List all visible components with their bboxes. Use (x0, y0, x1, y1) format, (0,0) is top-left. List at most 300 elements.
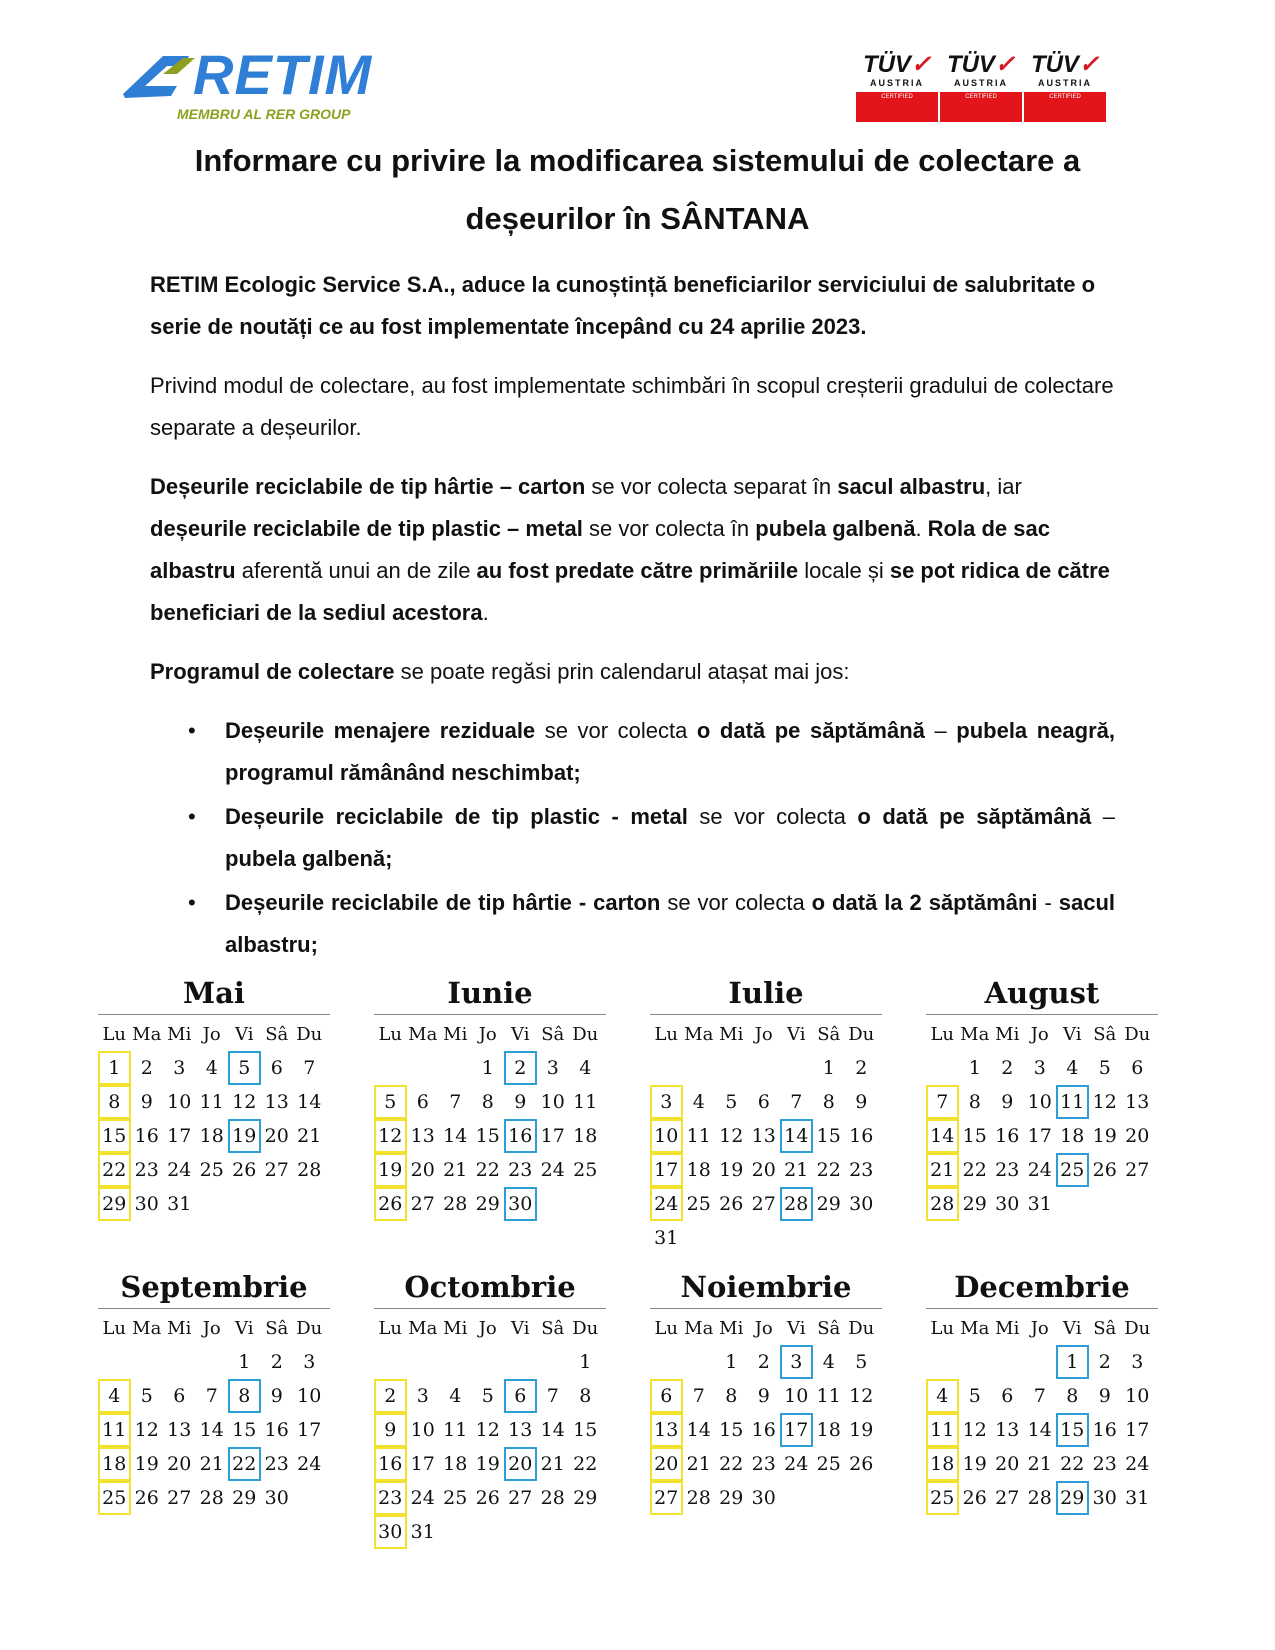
calendar-day: 23 (849, 1159, 874, 1181)
calendar-day: 27 (167, 1487, 192, 1509)
calendar-day: 10 (1027, 1091, 1052, 1113)
bullet-bold: pubela neagră, programul rămânând neschimbat; (225, 718, 1115, 785)
calendar-day: 19 (962, 1453, 987, 1475)
weekday-header: Lu (378, 1023, 403, 1045)
calendar-day: 1 (822, 1057, 835, 1079)
calendar-day: 21 (686, 1453, 711, 1475)
para2-text: locale și (798, 558, 890, 583)
calendar-day: 13 (995, 1419, 1020, 1441)
calendar-day: 7 (205, 1385, 218, 1407)
empty-day (439, 1051, 472, 1085)
plastic-metal-collection-day: 11 (926, 1413, 959, 1447)
para2-bold: au fost predate către primăriile (476, 558, 799, 583)
calendar-day: 15 (232, 1419, 257, 1441)
calendar-day: 11 (686, 1125, 711, 1147)
weekday-header: Lu (102, 1023, 127, 1045)
calendar-month (926, 1268, 1158, 1515)
tuv-sub: AUSTRIA (954, 78, 1008, 88)
empty-day (715, 1051, 748, 1085)
plastic-metal-collection-day: 23 (374, 1481, 407, 1515)
plastic-metal-collection-day: 19 (374, 1153, 407, 1187)
bullet-bold: pubela galbenă; (225, 846, 393, 871)
calendar-day: 24 (540, 1159, 565, 1181)
calendar-day: 22 (816, 1159, 841, 1181)
empty-day (504, 1345, 537, 1379)
tuv-badge (940, 52, 1022, 122)
calendar-day: 24 (297, 1453, 322, 1475)
calendar-day: 12 (232, 1091, 257, 1113)
bullet-text: se vor colecta (535, 718, 697, 743)
plastic-metal-collection-day: 7 (926, 1085, 959, 1119)
plastic-metal-collection-day: 8 (98, 1085, 131, 1119)
calendar-day: 6 (1001, 1385, 1014, 1407)
calendar-day: 13 (1125, 1091, 1150, 1113)
empty-day (780, 1051, 813, 1085)
weekday-header: Ma (684, 1317, 714, 1339)
weekday-header: Ma (408, 1023, 438, 1045)
calendar-day: 28 (686, 1487, 711, 1509)
weekday-header: Jo (202, 1023, 221, 1045)
weekday-header: Sâ (265, 1317, 289, 1339)
paper-carton-collection-day: 14 (780, 1119, 813, 1153)
calendar-day: 25 (816, 1453, 841, 1475)
calendar-day: 3 (173, 1057, 186, 1079)
calendar-day: 27 (508, 1487, 533, 1509)
calendar-day: 27 (995, 1487, 1020, 1509)
paper-carton-collection-day: 8 (228, 1379, 261, 1413)
document-body (150, 264, 1115, 968)
tuv-sub: AUSTRIA (1038, 78, 1092, 88)
calendar-day: 14 (199, 1419, 224, 1441)
calendar-day: 26 (1092, 1159, 1117, 1181)
logo-text: RETIM (193, 43, 373, 106)
bullet-bold: Deșeurile reciclabile de tip hârtie - carton (225, 890, 661, 915)
tuv-cert-label: CERTIFIED (856, 92, 938, 122)
calendar-day: 7 (692, 1385, 705, 1407)
calendar-day: 14 (297, 1091, 322, 1113)
para2-text: aferentă unui an de zile (235, 558, 477, 583)
month-grid (374, 1017, 606, 1221)
calendar-day: 17 (540, 1125, 565, 1147)
calendar-day: 3 (416, 1385, 429, 1407)
calendar-day: 28 (199, 1487, 224, 1509)
paper-carton-collection-day: 25 (1056, 1153, 1089, 1187)
paper-carton-collection-day: 29 (1056, 1481, 1089, 1515)
calendar-day: 28 (443, 1193, 468, 1215)
weekday-header: Jo (1030, 1317, 1049, 1339)
calendar-day: 3 (546, 1057, 559, 1079)
retim-logo (123, 43, 423, 125)
calendar-day: 18 (573, 1125, 598, 1147)
tuv-cert-label: CERTIFIED (1024, 92, 1106, 122)
calendar-day: 5 (968, 1385, 981, 1407)
bullet-text: - (1037, 890, 1059, 915)
calendar-day: 22 (1060, 1453, 1085, 1475)
month-title: Iulie (650, 974, 882, 1015)
weekday-header: Lu (930, 1023, 955, 1045)
calendar-day: 21 (1027, 1453, 1052, 1475)
calendar-day: 30 (1092, 1487, 1117, 1509)
calendar-day: 20 (751, 1159, 776, 1181)
para2-text: , iar (985, 474, 1022, 499)
calendar-day: 17 (1027, 1125, 1052, 1147)
calendar-day: 2 (140, 1057, 153, 1079)
calendar-day: 1 (968, 1057, 981, 1079)
weekday-header: Mi (995, 1317, 1020, 1339)
weekday-header: Vi (1063, 1317, 1082, 1339)
calendar-day: 30 (264, 1487, 289, 1509)
calendar-day: 31 (167, 1193, 192, 1215)
weekday-header: Jo (1030, 1023, 1049, 1045)
calendar-day: 9 (1001, 1091, 1014, 1113)
para3-text: se poate regăsi prin calendarul atașat mai jos: (394, 659, 850, 684)
calendar-day: 9 (270, 1385, 283, 1407)
tuv-sub: AUSTRIA (870, 78, 924, 88)
empty-day (98, 1345, 131, 1379)
para2-bold: Rola de sac albastru (150, 516, 1050, 583)
month-title: Iunie (374, 974, 606, 1015)
calendar-day: 18 (199, 1125, 224, 1147)
calendar-day: 5 (481, 1385, 494, 1407)
plastic-metal-collection-day: 28 (926, 1187, 959, 1221)
plastic-metal-collection-day: 18 (926, 1447, 959, 1481)
calendar-day: 23 (134, 1159, 159, 1181)
month-grid (98, 1311, 330, 1515)
weekday-header: Du (848, 1317, 875, 1339)
weekday-header: Ma (960, 1023, 990, 1045)
retim-logo-mark-icon (123, 52, 203, 102)
weekday-header: Jo (754, 1317, 773, 1339)
plastic-metal-collection-day: 3 (650, 1085, 683, 1119)
calendar-day: 13 (167, 1419, 192, 1441)
month-grid (926, 1311, 1158, 1515)
plastic-metal-collection-day: 13 (650, 1413, 683, 1447)
calendar-day: 20 (410, 1159, 435, 1181)
calendar-day: 22 (962, 1159, 987, 1181)
calendar-day: 3 (303, 1351, 316, 1373)
para2-bold: Deșeurile reciclabile de tip hârtie – carton (150, 474, 586, 499)
calendar-day: 30 (995, 1193, 1020, 1215)
calendar-day: 14 (1027, 1419, 1052, 1441)
calendar-day: 20 (1125, 1125, 1150, 1147)
weekday-header: Ma (408, 1317, 438, 1339)
calendar-day: 7 (546, 1385, 559, 1407)
empty-day (991, 1345, 1024, 1379)
empty-day (650, 1345, 683, 1379)
paper-carton-collection-day: 19 (228, 1119, 261, 1153)
calendar-day: 6 (416, 1091, 429, 1113)
calendar-day: 23 (751, 1453, 776, 1475)
calendar-day: 2 (1098, 1351, 1111, 1373)
weekday-header: Jo (202, 1317, 221, 1339)
weekday-header: Mi (167, 1023, 192, 1045)
calendar-day: 31 (1027, 1193, 1052, 1215)
empty-day (748, 1051, 781, 1085)
calendar-day: 9 (757, 1385, 770, 1407)
month-grid (98, 1017, 330, 1221)
empty-day (163, 1345, 196, 1379)
calendar-day: 8 (725, 1385, 738, 1407)
weekday-header: Sâ (265, 1023, 289, 1045)
calendar-day: 16 (134, 1125, 159, 1147)
month-title: Octombrie (374, 1268, 606, 1309)
weekday-header: Lu (930, 1317, 955, 1339)
weekday-header: Mi (719, 1023, 744, 1045)
calendar-day: 31 (654, 1227, 679, 1249)
weekday-header: Mi (167, 1317, 192, 1339)
calendar-day: 18 (443, 1453, 468, 1475)
weekday-header: Du (296, 1023, 323, 1045)
calendar-day: 28 (297, 1159, 322, 1181)
paper-carton-collection-day: 30 (504, 1187, 537, 1221)
calendar-day: 1 (481, 1057, 494, 1079)
calendar-day: 28 (540, 1487, 565, 1509)
calendar-day: 15 (719, 1419, 744, 1441)
empty-day (683, 1051, 716, 1085)
calendar-day: 16 (995, 1125, 1020, 1147)
calendar-month (650, 974, 882, 1255)
calendar-day: 13 (264, 1091, 289, 1113)
plastic-metal-collection-day: 29 (98, 1187, 131, 1221)
calendar-day: 8 (579, 1385, 592, 1407)
plastic-metal-collection-day: 17 (650, 1153, 683, 1187)
calendar-day: 10 (784, 1385, 809, 1407)
calendar-day: 10 (167, 1091, 192, 1113)
weekday-header: Vi (1063, 1023, 1082, 1045)
calendar-month (374, 974, 606, 1221)
intro-paragraph (150, 264, 1115, 348)
calendar-day: 23 (264, 1453, 289, 1475)
calendar-day: 6 (1131, 1057, 1144, 1079)
calendar-day: 13 (508, 1419, 533, 1441)
recycling-paragraph (150, 466, 1115, 634)
calendar-day: 16 (849, 1125, 874, 1147)
paper-carton-collection-day: 15 (1056, 1413, 1089, 1447)
paper-carton-collection-day: 2 (504, 1051, 537, 1085)
calendar-day: 10 (297, 1385, 322, 1407)
plastic-metal-collection-day: 30 (374, 1515, 407, 1549)
plastic-metal-collection-day: 22 (98, 1153, 131, 1187)
calendar-day: 25 (686, 1193, 711, 1215)
weekday-header: Lu (654, 1023, 679, 1045)
weekday-header: Lu (654, 1317, 679, 1339)
calendar-day: 17 (1125, 1419, 1150, 1441)
calendar-day: 10 (540, 1091, 565, 1113)
plastic-metal-collection-day: 12 (374, 1119, 407, 1153)
calendar-day: 11 (199, 1091, 224, 1113)
calendar-day: 12 (475, 1419, 500, 1441)
weekday-header: Sâ (541, 1317, 565, 1339)
calendar-day: 20 (264, 1125, 289, 1147)
calendar-day: 6 (173, 1385, 186, 1407)
plastic-metal-collection-day: 4 (926, 1379, 959, 1413)
calendar-day: 9 (140, 1091, 153, 1113)
calendar-day: 4 (822, 1351, 835, 1373)
calendar-day: 11 (816, 1385, 841, 1407)
calendar-day: 7 (303, 1057, 316, 1079)
calendar-day: 15 (962, 1125, 987, 1147)
calendar-day: 21 (540, 1453, 565, 1475)
calendar-month (374, 1268, 606, 1549)
empty-day (683, 1345, 716, 1379)
month-title: August (926, 974, 1158, 1015)
calendar-day: 16 (1092, 1419, 1117, 1441)
tuv-badge (856, 52, 938, 122)
calendar-day: 9 (855, 1091, 868, 1113)
calendar-day: 10 (1125, 1385, 1150, 1407)
page-title (100, 132, 1175, 248)
weekday-header: Lu (378, 1317, 403, 1339)
calendar-day: 23 (508, 1159, 533, 1181)
calendar-day: 24 (1125, 1453, 1150, 1475)
calendar-day: 12 (719, 1125, 744, 1147)
calendar-day: 26 (232, 1159, 257, 1181)
plastic-metal-collection-day: 14 (926, 1119, 959, 1153)
calendar-day: 2 (855, 1057, 868, 1079)
bullet-text: – (924, 718, 957, 743)
calendar-day: 20 (995, 1453, 1020, 1475)
tuv-badge (1024, 52, 1106, 122)
calendar-day: 14 (540, 1419, 565, 1441)
para2-text: . (482, 600, 489, 625)
plastic-metal-collection-day: 26 (374, 1187, 407, 1221)
calendar-day: 12 (962, 1419, 987, 1441)
list-item (225, 882, 1115, 966)
paper-carton-collection-day: 17 (780, 1413, 813, 1447)
calendar-day: 3 (1131, 1351, 1144, 1373)
calendar-day: 8 (481, 1091, 494, 1113)
plastic-metal-collection-day: 15 (98, 1119, 131, 1153)
plastic-metal-collection-day: 25 (926, 1481, 959, 1515)
plastic-metal-collection-day: 2 (374, 1379, 407, 1413)
plastic-metal-collection-day: 16 (374, 1447, 407, 1481)
check-icon: ✓ (994, 51, 1016, 78)
calendar-day: 31 (1125, 1487, 1150, 1509)
calendar-day: 17 (410, 1453, 435, 1475)
calendar-month (98, 1268, 330, 1515)
weekday-header: Ma (960, 1317, 990, 1339)
paper-carton-collection-day: 6 (504, 1379, 537, 1413)
bullet-bold: o dată pe săptămână (857, 804, 1092, 829)
paper-carton-collection-day: 20 (504, 1447, 537, 1481)
weekday-header: Jo (478, 1023, 497, 1045)
para2-text: se vor colecta separat în (585, 474, 838, 499)
calendar-day: 7 (790, 1091, 803, 1113)
calendar-day: 27 (410, 1193, 435, 1215)
calendar-month (98, 974, 330, 1221)
calendar-day: 24 (1027, 1159, 1052, 1181)
weekday-header: Vi (235, 1023, 254, 1045)
calendar-day: 22 (475, 1159, 500, 1181)
weekday-header: Vi (511, 1317, 530, 1339)
bullet-bold: o dată la 2 săptămâni (811, 890, 1038, 915)
month-grid (374, 1311, 606, 1549)
schedule-paragraph (150, 651, 1115, 693)
paper-carton-collection-day: 28 (780, 1187, 813, 1221)
calendar-day: 3 (1033, 1057, 1046, 1079)
calendar-day: 6 (270, 1057, 283, 1079)
calendar-day: 17 (167, 1125, 192, 1147)
calendar-day: 8 (822, 1091, 835, 1113)
bullet-bold: Deșeurile menajere reziduale (225, 718, 536, 743)
calendar-day: 19 (719, 1159, 744, 1181)
weekday-header: Du (572, 1317, 599, 1339)
month-title: Septembrie (98, 1268, 330, 1309)
empty-day (439, 1345, 472, 1379)
plastic-metal-collection-day: 25 (98, 1481, 131, 1515)
calendar-day: 30 (751, 1487, 776, 1509)
para2-bold: sacul albastru (837, 474, 986, 499)
calendar-day: 27 (751, 1193, 776, 1215)
weekday-header: Du (1124, 1317, 1151, 1339)
empty-day (131, 1345, 164, 1379)
calendar-day: 6 (757, 1091, 770, 1113)
calendar-day: 16 (264, 1419, 289, 1441)
calendar-day: 29 (232, 1487, 257, 1509)
paper-carton-collection-day: 22 (228, 1447, 261, 1481)
weekday-header: Vi (787, 1023, 806, 1045)
plastic-metal-collection-day: 11 (98, 1413, 131, 1447)
plastic-metal-collection-day: 1 (98, 1051, 131, 1085)
calendar-day: 21 (443, 1159, 468, 1181)
title-line-2: deșeurilor în SÂNTANA (465, 201, 810, 236)
plastic-metal-collection-day: 18 (98, 1447, 131, 1481)
calendar-day: 5 (1098, 1057, 1111, 1079)
list-item (225, 796, 1115, 880)
calendar-day: 18 (1060, 1125, 1085, 1147)
calendar-day: 25 (573, 1159, 598, 1181)
calendar-day: 29 (475, 1193, 500, 1215)
weekday-header: Lu (102, 1317, 127, 1339)
paper-carton-collection-day: 16 (504, 1119, 537, 1153)
calendar-day: 19 (475, 1453, 500, 1475)
plastic-metal-collection-day: 20 (650, 1447, 683, 1481)
paper-carton-collection-day: 3 (780, 1345, 813, 1379)
weekday-header: Du (1124, 1023, 1151, 1045)
weekday-header: Jo (478, 1317, 497, 1339)
calendar-day: 12 (849, 1385, 874, 1407)
check-icon: ✓ (910, 51, 932, 78)
calendar-day: 27 (264, 1159, 289, 1181)
weekday-header: Mi (995, 1023, 1020, 1045)
bullet-text: se vor colecta (660, 890, 812, 915)
weekday-header: Sâ (817, 1317, 841, 1339)
calendar-day: 21 (784, 1159, 809, 1181)
calendar-day: 20 (167, 1453, 192, 1475)
calendar-day: 28 (1027, 1487, 1052, 1509)
calendar-day: 5 (725, 1091, 738, 1113)
empty-day (537, 1345, 570, 1379)
calendar-day: 17 (297, 1419, 322, 1441)
plastic-metal-collection-day: 24 (650, 1187, 683, 1221)
calendar-month (926, 974, 1158, 1221)
certification-badges (856, 52, 1106, 122)
calendar-day: 30 (849, 1193, 874, 1215)
calendar-day: 9 (1098, 1385, 1111, 1407)
plastic-metal-collection-day: 4 (98, 1379, 131, 1413)
calendar-day: 24 (410, 1487, 435, 1509)
empty-day (1024, 1345, 1057, 1379)
calendar-day: 1 (238, 1351, 251, 1373)
calendar-day: 16 (751, 1419, 776, 1441)
month-grid (926, 1017, 1158, 1221)
calendar-day: 21 (199, 1453, 224, 1475)
plastic-metal-collection-day: 6 (650, 1379, 683, 1413)
calendar-day: 27 (1125, 1159, 1150, 1181)
weekday-header: Sâ (1093, 1023, 1117, 1045)
weekday-header: Du (848, 1023, 875, 1045)
calendar-day: 2 (1001, 1057, 1014, 1079)
